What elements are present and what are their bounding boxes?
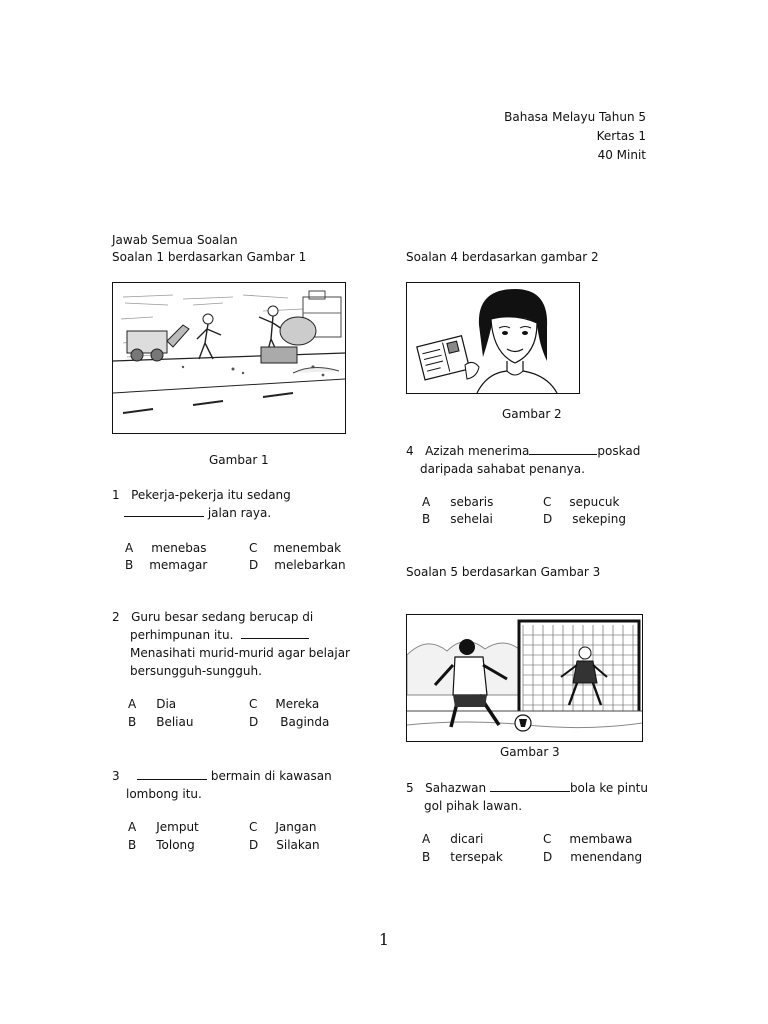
q4-stem-line2: daripada sahabat penanya. <box>420 462 585 476</box>
q3-number: 3 <box>112 769 120 783</box>
q4-option-a[interactable]: A sebaris <box>422 495 494 509</box>
q2-stem-line1: Guru besar sedang berucap di <box>131 610 314 624</box>
q5-stem-before: Sahazwan <box>425 781 487 795</box>
page-number: 1 <box>378 930 390 949</box>
q2-stem-line4: bersungguh-sungguh. <box>130 664 262 678</box>
duration: 40 Minit <box>597 148 646 162</box>
q1-option-a[interactable]: A menebas <box>125 541 207 555</box>
main-instruction: Jawab Semua Soalan <box>112 233 238 247</box>
q2-option-b[interactable]: B Beliau <box>128 715 194 729</box>
q2-option-a[interactable]: A Dia <box>128 697 177 711</box>
gambar-1-caption: Gambar 1 <box>209 453 269 467</box>
q5-option-c[interactable]: C membawa <box>543 832 633 846</box>
q2-option-c[interactable]: C Mereka <box>249 697 320 711</box>
q2-answer-blank[interactable] <box>241 626 309 639</box>
q5-option-a[interactable]: A dicari <box>422 832 484 846</box>
s4-instruction: Soalan 4 berdasarkan gambar 2 <box>406 250 599 264</box>
q2-number: 2 <box>112 610 120 624</box>
paper-header <box>504 108 646 165</box>
q3-option-b[interactable]: B Tolong <box>128 838 195 852</box>
gambar-2-caption: Gambar 2 <box>502 407 562 421</box>
q4-option-b[interactable]: B sehelai <box>422 512 493 526</box>
q4-answer-blank[interactable] <box>529 442 597 455</box>
road-workers-drawing <box>113 283 345 433</box>
paper-number: Kertas 1 <box>596 129 646 143</box>
q4-stem-before: Azizah menerima <box>425 444 530 458</box>
q3-answer-blank[interactable] <box>137 767 207 780</box>
q1-option-d[interactable]: D melebarkan <box>249 558 346 572</box>
q3-stem-line1: bermain di kawasan <box>210 769 332 783</box>
q1-answer-blank[interactable] <box>124 504 204 517</box>
gambar-3-caption: Gambar 3 <box>500 745 560 759</box>
q2-stem-line2: perhimpunan itu. <box>130 628 234 642</box>
s1-instruction: Soalan 1 berdasarkan Gambar 1 <box>112 250 307 264</box>
q5-option-b[interactable]: B tersepak <box>422 850 503 864</box>
q3-stem-line2: lombong itu. <box>126 787 202 801</box>
girl-with-postcard-drawing <box>407 283 579 393</box>
football-kick-drawing <box>407 615 642 741</box>
q2-stem-line3: Menasihati murid-murid agar belajar <box>130 646 350 660</box>
q1-option-c[interactable]: C menembak <box>249 541 342 555</box>
q4-stem-after: poskad <box>597 444 641 458</box>
q4-number: 4 <box>406 444 414 458</box>
q3-option-a[interactable]: A Jemput <box>128 820 199 834</box>
q5-answer-blank[interactable] <box>490 779 570 792</box>
s5-instruction: Soalan 5 berdasarkan Gambar 3 <box>406 565 601 579</box>
q1-stem-line2: jalan raya. <box>207 506 272 520</box>
q3-option-d[interactable]: D Silakan <box>249 838 320 852</box>
gambar-1-illustration <box>112 282 346 434</box>
q4-option-d[interactable]: D sekeping <box>543 512 626 526</box>
subject-title: Bahasa Melayu Tahun 5 <box>504 110 646 124</box>
q1-number: 1 <box>112 488 120 502</box>
q3-option-c[interactable]: C Jangan <box>249 820 317 834</box>
q5-stem-line2: gol pihak lawan. <box>424 799 523 813</box>
q5-number: 5 <box>406 781 414 795</box>
q1-stem-line1: Pekerja-pekerja itu sedang <box>131 488 291 502</box>
gambar-2-illustration <box>406 282 580 394</box>
q1-option-b[interactable]: B memagar <box>125 558 208 572</box>
q4-option-c[interactable]: C sepucuk <box>543 495 620 509</box>
q5-stem-after: bola ke pintu <box>569 781 648 795</box>
gambar-3-illustration <box>406 614 643 742</box>
q5-option-d[interactable]: D menendang <box>543 850 643 864</box>
q2-option-d[interactable]: D Baginda <box>249 715 330 729</box>
